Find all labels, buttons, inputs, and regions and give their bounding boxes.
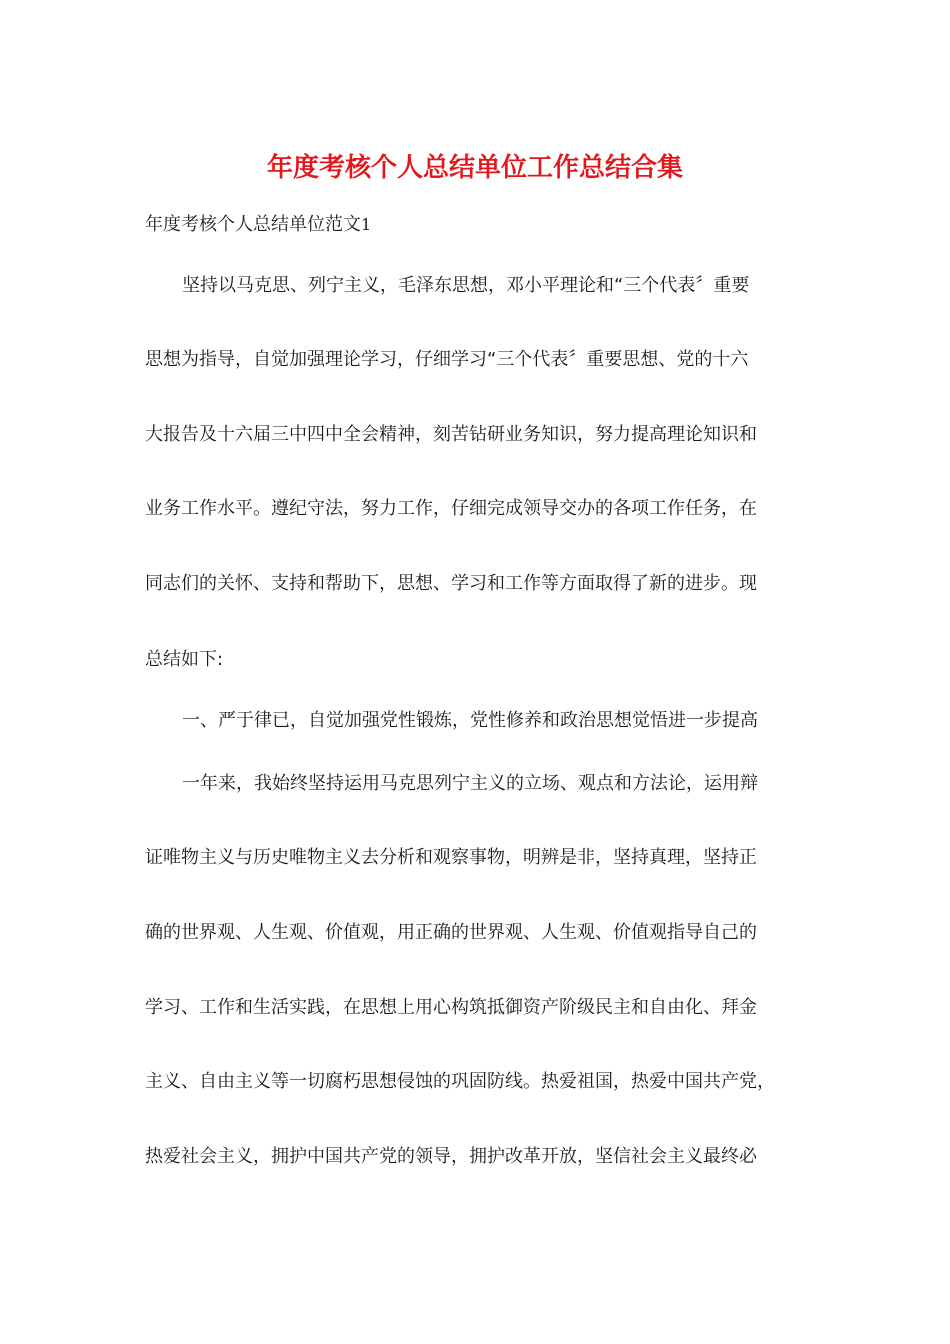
document-title: 年度考核个人总结单位工作总结合集 [266, 153, 683, 183]
paragraph-line: 学习、工作和生活实践，在思想上用心构筑抵御资产阶级民主和自由化、拜金 [145, 997, 757, 1018]
subtitle-number: 1 [361, 215, 372, 234]
paragraph-line: 坚持以马克思、列宁主义，毛泽东思想，邓小平理论和“三个代表〞重要 [182, 275, 750, 296]
paragraph-line: 大报告及十六届三中四中全会精神，刻苦钻研业务知识，努力提高理论知识和 [145, 424, 757, 445]
paragraph-line: 同志们的关怀、支持和帮助下，思想、学习和工作等方面取得了新的进步。现 [145, 573, 757, 594]
paragraph-line: 确的世界观、人生观、价值观，用正确的世界观、人生观、价值观指导自己的 [145, 922, 757, 943]
paragraph-line: 思想为指导，自觉加强理论学习，仔细学习“三个代表〞重要思想、党的十六 [145, 349, 749, 370]
paragraph-line: 总结如下: [145, 649, 224, 670]
paragraph-line: 业务工作水平。遵纪守法，努力工作，仔细完成领导交办的各项工作任务，在 [145, 498, 757, 519]
section-subtitle [145, 210, 371, 240]
section-heading: 一、严于律已，自觉加强党性锻炼，党性修养和政治思想觉悟进一步提高 [182, 710, 758, 731]
paragraph-line: 主义、自由主义等一切腐朽思想侵蚀的巩固防线。热爱祖国，热爱中国共产党， [145, 1071, 775, 1092]
paragraph-line: 证唯物主义与历史唯物主义去分析和观察事物，明辨是非，坚持真理，坚持正 [145, 847, 757, 868]
paragraph-line: 热爱社会主义，拥护中国共产党的领导，拥护改革开放，坚信社会主义最终必 [145, 1146, 757, 1167]
subtitle-text: 年度考核个人总结单位范文 [145, 214, 361, 235]
paragraph-line: 一年来，我始终坚持运用马克思列宁主义的立场、观点和方法论，运用辩 [182, 773, 758, 794]
